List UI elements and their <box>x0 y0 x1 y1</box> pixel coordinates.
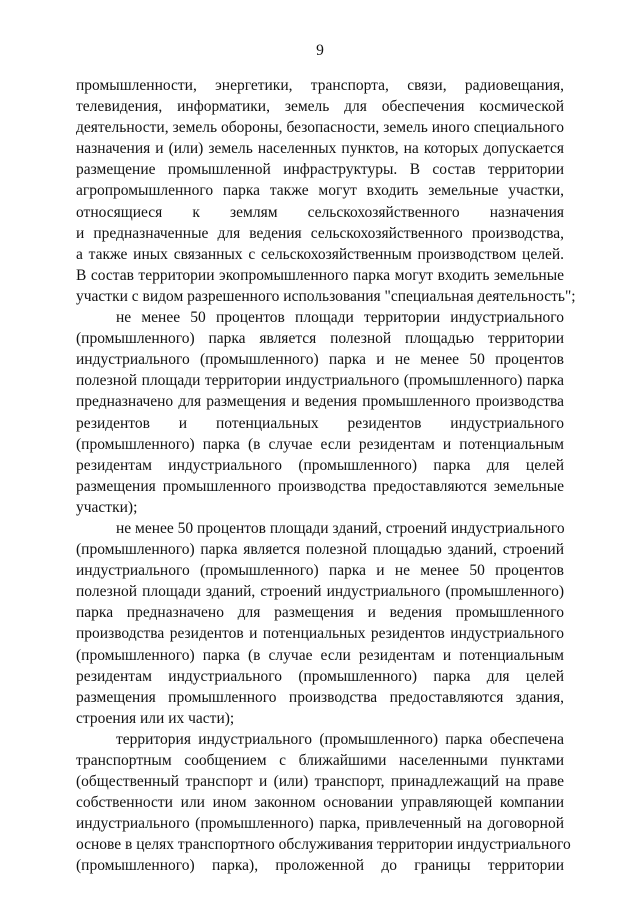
text-line: участки с видом разрешенного использования "специальная деятельность"; <box>76 287 576 305</box>
text-line: собственности или ином законном основании управляющей компании <box>76 794 564 812</box>
text-line: размещения промышленного производства предоставляются земельные <box>76 477 564 495</box>
text-line: парка предназначено для размещения и ведения промышленного <box>76 604 564 622</box>
text-line: а также иных связанных с сельскохозяйственным производством целей. <box>76 245 564 263</box>
text-line: индустриального (промышленного) парка, привлеченный на договорной <box>76 815 564 833</box>
text-line: (промышленного) парка), проложенной до границы территории <box>76 857 564 875</box>
text-line: деятельности, земель обороны, безопасности, земель иного специального <box>76 119 564 137</box>
text-line: основе в целях транспортного обслуживания территории индустриального <box>76 836 571 854</box>
text-line: промышленности, энергетики, транспорта, связи, радиовещания, <box>76 77 564 94</box>
text-line: индустриального (промышленного) парка и не менее 50 процентов <box>76 351 564 369</box>
text-line: В состав территории экопромышленного парка могут входить земельные <box>76 266 564 284</box>
text-line: размещения промышленного производства предоставляются здания, <box>76 688 564 706</box>
body-text <box>76 75 576 877</box>
text-line: агропромышленного парка также могут входить земельные участки, <box>76 182 564 200</box>
text-line: индустриального (промышленного) парка и не менее 50 процентов <box>76 562 564 580</box>
text-line: производства резидентов и потенциальных резидентов индустриального <box>76 625 564 643</box>
text-line: не менее 50 процентов площади территории индустриального <box>116 309 564 327</box>
text-line: телевидения, информатики, земель для обеспечения космической <box>76 98 564 116</box>
text-line: резидентам индустриального (промышленного) парка для целей <box>76 667 564 685</box>
text-line: полезной площади территории индустриального (промышленного) парка <box>76 372 564 390</box>
text-line: резидентов и потенциальных резидентов индустриального <box>76 414 564 432</box>
page-number: 9 <box>316 42 324 59</box>
text-line: предназначено для размещения и ведения промышленного производства <box>76 393 564 411</box>
text-line: не менее 50 процентов площади зданий, строений индустриального <box>116 519 565 537</box>
text-line: строения или их части); <box>76 709 235 727</box>
text-line: и предназначенные для ведения сельскохозяйственного производства, <box>76 224 564 242</box>
text-line: назначения и (или) земель населенных пунктов, на которых допускается <box>76 140 564 158</box>
text-line: участки); <box>76 498 138 516</box>
text-line: полезной площади зданий, строений индустриального (промышленного) <box>76 583 564 601</box>
text-line: (общественный транспорт и (или) транспорт, принадлежащий на праве <box>76 773 564 791</box>
text-line: (промышленного) парка является полезной площадью территории <box>76 330 564 348</box>
text-line: (промышленного) парка (в случае если резидентам и потенциальным <box>76 646 564 664</box>
text-line: (промышленного) парка (в случае если резидентам и потенциальным <box>76 435 564 453</box>
text-line: резидентам индустриального (промышленного) парка для целей <box>76 456 564 474</box>
text-line: транспортным сообщением с ближайшими населенными пунктами <box>76 752 564 769</box>
text-line: размещение промышленной инфраструктуры. В состав территории <box>76 161 564 179</box>
text-line: относящиеся к землям сельскохозяйственного назначения <box>76 203 564 221</box>
text-line: территория индустриального (промышленного) парка обеспечена <box>116 730 564 748</box>
text-line: (промышленного) парка является полезной площадью зданий, строений <box>76 541 564 559</box>
